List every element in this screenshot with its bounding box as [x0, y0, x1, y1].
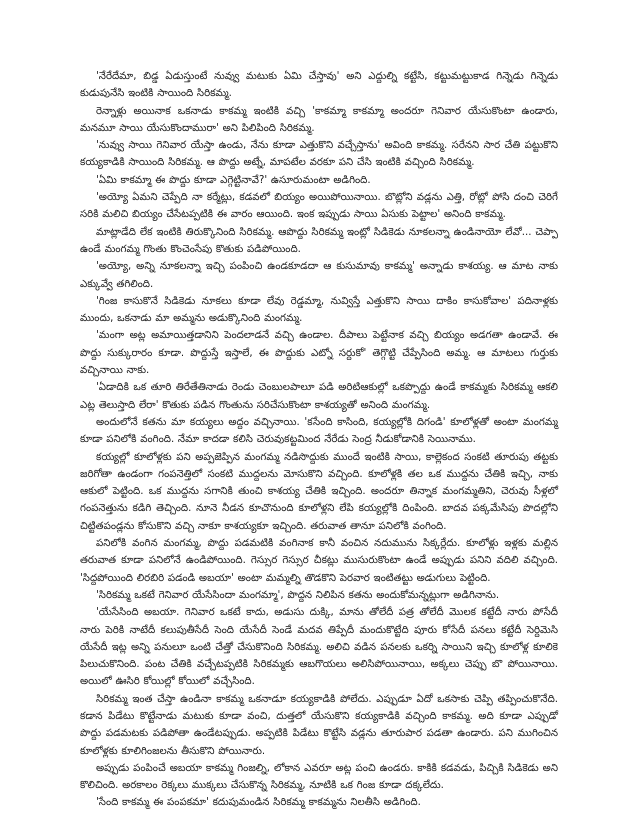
paragraph-18: 'సేంది కాకమ్మ ఈ పంపకమా' కదుపుమండిన సిరికమ్మ కాకమ్మను నిలతీసి అడిగింది.	[96, 797, 421, 809]
story-page	[80, 68, 558, 809]
paragraph-13: పనిలోకి వంగిన మంగమ్మ, పొద్దు పడమటికి వంగినాక కానీ వంచిన నదుమును సిక్కర్లేదు. కూలోళ్లు ఇళ్లకు మల్లిన తరువాత కూడా పనిలోనే ఉండిపోయింది. గెస్సుర గెస్సుర చీకట్లు ముసురుకొంటా ఉండే అప్పుడు పనిని వదిలి వచ్చింది. 'సిద్దపోయింది లిరబిరి పడండి అబయా' అంటా మమ్మల్ని తొడకొని పెరవార ఇంటితట్టు అడుగులు పెట్టింది.	[80, 538, 558, 584]
paragraph-2: రెన్నాళ్లు అయినాక ఒకనాడు కాకమ్మ ఇంటికి వచ్చి 'కాకమ్మా కాకమ్మా అందరూ గెనివార యేసుకొంటా ఉండారు, మనమూ సాయి యేసుకొందామురా' అని పిలిపింది సిరికమ్మ.	[80, 105, 558, 134]
paragraph-8: 'గింజ కాసుకొనే సిడికెడు నూకలు కూడా లేవు రెడ్డమ్మా, నువ్విస్తే ఎత్తుకొని సాయి దాకిం కాసుకోవాల' పదినాళ్లకు ముందు, ఒకనాడు మా అమ్మను అడుక్కొనింది మంగమ్మ.	[80, 295, 558, 325]
paragraph-3: 'నువ్వు సాయి గెనివార యేస్తా ఉండు, నేను కూడా ఎత్తుకొని వచ్చేస్తాను' అవింది కాకమ్మ. సరేనని సార చేతి పట్టుకొని కయ్యకాడికి సాయింది సిరికమ్మ. ఆ పొద్దు అట్నే, మాపటేల వరకూ పని చేసి ఇంటికి వచ్చింది సిరికమ్మ.	[80, 140, 558, 169]
paragraph-16: సిరికమ్మ ఇంత చేస్తా ఉండినా కాకమ్మ ఒకనాడూ కయ్యకాడికి పోలేదు. ఎప్పుడూ ఏదో ఒకసాకు చెప్పి తప్పించుకొనేది. కడాన పిడేటు కొట్టేనాడు మటుకు కూడా వంచి, దుత్తలో యేసుకొని కయ్యకాడికి వచ్చింది కాకమ్మ. అది కూడా ఎప్పుడో పొద్దు పడమటకు పడిపోతా ఉండేటప్పుడు. అప్పటికి పిడేటు కొట్టేసి వడ్లను తూరుపార పడతా ఉండారు. పని ముగించిన కూలోళ్లకు కూలిగింజలను తీసుకొని పోయినారు.	[80, 693, 558, 757]
paragraph-10: 'ఏడాదికి ఒక తూరి తిరేతేతినాడు రెండు చెంబులపాలూ పడి అరిటిఆకుల్లో ఒకప్పొద్దు ఉండే కాకమ్మకు సిరికమ్మ ఆకలి ఎట్ల తెలుస్తాది లేరా' కొతుకు పడిన గొంతును సరిచేసుకొంటా కాశయ్యతో అనింది మంగమ్మ.	[80, 382, 558, 411]
paragraph-14: 'సిరికమ్మ ఒకటే గెనివార యేసేసిందా మంగమ్మా', పొద్దన నిలిపిన కతను అందుకోమన్నట్లుగా అడిగినాను.	[96, 589, 500, 601]
paragraph-12: కయ్యల్లో కూలోళ్లకు పని అప్పజెప్పిన మంగమ్మ నడిసొద్దుకు ముందే ఇంటికి సాయి, కాల్లెకంద సంకటి తూరుపు తట్టకు జరిగోతా ఉండంగా గంపనెత్తిలో సంకటి ముద్దలను మోసుకొని వచ్చింది. కూలోళ్లకి తల ఒక ముద్దను చేతికి ఇచ్చి, నాకు ఆకులో పెట్టింది. ఒక ముద్దను సగానికి తుంచి కాశయ్య చేతికి ఇచ్చింది. అందరూ తిన్నాక మంగమ్మతిని, చెరువు సీళ్లలో గంపనెత్తును కడిగి తెచ్చింది. నూనె నీడన కూచొనుంది కూలోళ్లని లేపి కయ్యల్లోకి దింపింది. బాదవ పక్కమేసిపు పొదల్లోని చిట్టితపండ్లను కోసుకొని వచ్చి నాకూ కాశయ్యకూ ఇచ్చింది. తరువాత తానూ పనిలోకి వంగింది.	[80, 451, 558, 532]
paragraph-6: మాట్లాడేది లేక ఇంటికి తిరుక్కొనింది సిరికమ్మ. ఆపొద్దు సిరికమ్మ ఇంట్లో సిడికెడు నూకలన్నా ఉండినాయో లేవో... చెప్పా ఉండే మంగమ్మ గొంతు కొంచెంసేపు కొతుకు పడిపోయింది.	[80, 226, 558, 255]
paragraph-15: 'యేసేసింది అబయా. గెనివార ఒకటే కాదు, అడుసు దుక్కి, మాను తోలేదీ పత్ర తోలేదీ మొలక కట్టేదీ నారు పోసేదీ నారు పెరికి నాటేదీ కలుపుతీసేదీ సెంది యేసేదీ సెండే మదవ తిప్పేదీ మందుకొట్టేది పూరు కోసేదీ పనలు కట్టేదీ సెర్దిమెసి యేసేదీ ఇట్ల అన్ని పనులూ ఒంటి చేత్తో చేసుకొనింది సిరికమ్మ. అలిచి వడిన పనలకు ఒకర్ని సాయిని ఇచ్చి కూలోళ్ల కూలికె పిలుచుకొనింది. పంట చేతికి వచ్చేటప్పటికి సిరికమ్మకు ఆబగొయలు అలిసిపోయినాయి, అక్కలు చెప్పు బొ పోయినాయి. అయిలో ఊసిరి కోయిల్లో కోయిలో వచ్చేసింది.	[80, 607, 558, 688]
paragraph-1: 'నేరేదేమా, బిడ్డ ఏడుస్తుంటే నువ్వు మటుకు ఏమి చేస్తావు' అని ఎద్దుల్ని కట్టేసి, కట్టుమట్టుకాడ గిన్నెడు గిన్నెడు కుడుపునేసి ఇంటికి సాయింది సిరికమ్మ.	[80, 71, 558, 100]
paragraph-7: 'అయ్యో, అన్ని నూకలన్నా ఇచ్చి పంపించి ఉండకూడదా ఆ కుసుమావు కాకమ్మ' అన్నాడు కాశయ్య. ఆ మాట నాకు ఎక్కువ్వే తగిలింది.	[80, 261, 558, 290]
paragraph-9: 'మంగా అట్ల అమాయిత్తడానిని పెందలాడనే వచ్చి ఉండాల. దీపాలు పెట్టేనాక వచ్చి బియ్యం అడగతా ఉండావే. ఈ పొద్దు సుక్కురారం కూడా. పొద్దుస్తే ఇస్తాలే, ఈ పొద్దుకు ఎట్నో సర్దుకో' తెగ్గొట్టి చేప్పేసింది అమ్మ. ఆ మాటలు గుర్తుకు వచ్చినాయి నాకు.	[80, 330, 558, 377]
paragraph-5: 'అయ్యో ఏమని చెప్పేది నా కర్మేట్లు, కడవలో బియ్యం అయిపోయినాయి. బొట్లోని వడ్లను ఎత్తి, రోట్లో పోసి దంచి చెరిగే సరికి మలిచి బియ్యం చేసేటప్పటికి ఈ వారం ఆయింది. ఇంక ఇప్పుడు సాయి ఏసుకు పెట్టాల' అనింది కాకమ్మ.	[80, 192, 558, 221]
paragraph-11: అందులోనే కతను మా కయ్యలు అద్దం వచ్చినాయి. 'కసేంది కాసింది, కయ్యల్లోకి దిగండి' కూలోళ్లతో అంటా మంగమ్మ కూడా పనిలోకి వంగింది. నేమా కాదడా కలిసి చెరువుకట్టమింద నేరేడు సెంద్ర నీడుకోడానికి సెయినాము.	[80, 416, 558, 446]
paragraph-17: అప్పుడు పంపించే అబయా కాకమ్మ గింజల్ని, లోకాన ఎవరూ అట్ల పంచి ఉండరు. కాకికి కడవడు, పిచ్చికి సిడికెడు అని కొలిచింది. అరకాలం రెక్కలు ముక్కలు చేసుకొన్న సిరికమ్మ, నూటికి ఒక గింజ కూడా దక్కలేదు.	[80, 762, 558, 792]
paragraph-4: 'ఏమి కాకమ్మా ఈ పొద్దు కూడా ఎగ్గెట్టినావే?' ఉసూరుమంటా అడిగింది.	[96, 174, 371, 186]
